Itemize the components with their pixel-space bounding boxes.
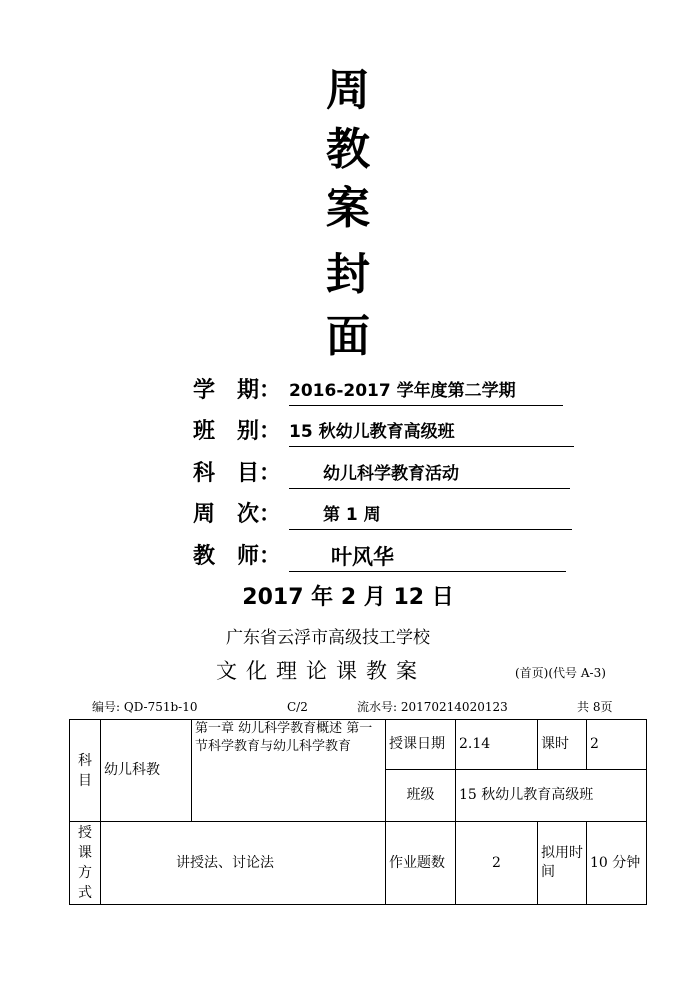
method-label-char-3: 方 bbox=[78, 865, 92, 881]
cover-title-char-2: 教 bbox=[326, 124, 370, 175]
field-label-week: 周 次： bbox=[193, 502, 282, 527]
subject-value-cell bbox=[101, 720, 192, 822]
doc-pages: 共 8页 bbox=[577, 700, 613, 714]
subject-label-char-2: 目 bbox=[78, 772, 92, 789]
subject-label-cell bbox=[70, 720, 101, 822]
homework-label-cell bbox=[386, 822, 456, 905]
field-label-teacher: 教 师： bbox=[193, 544, 282, 569]
field-value-semester: 2016-2017 学年度第二学期 bbox=[289, 375, 563, 406]
cover-date: 2017 年 2 月 12 日 bbox=[242, 585, 454, 610]
cover-title-char-4: 封 bbox=[326, 249, 370, 300]
lesson-plan-title: 文化理论课教案 bbox=[216, 659, 426, 683]
field-value-teacher: 叶风华 bbox=[289, 541, 566, 572]
class-label-cell bbox=[386, 770, 456, 822]
subject-label-char-1: 科 bbox=[78, 752, 92, 769]
lesson-table bbox=[69, 719, 647, 905]
doc-serial: 流水号: 20170214020123 bbox=[357, 700, 508, 714]
topic-cell bbox=[192, 720, 386, 822]
field-label-semester: 学 期： bbox=[193, 378, 282, 403]
field-value-class: 15 秋幼儿教育高级班 bbox=[289, 416, 574, 447]
homework-value-cell bbox=[456, 822, 538, 905]
field-label-subject: 科 目： bbox=[193, 461, 282, 486]
hours-value-cell bbox=[587, 720, 647, 770]
method-label-cell bbox=[70, 822, 101, 905]
planned-label: 拟用时间 bbox=[541, 845, 583, 880]
cover-title-char-3: 案 bbox=[326, 183, 370, 234]
hours-label: 课时 bbox=[541, 736, 569, 752]
planned-label-cell bbox=[538, 822, 587, 905]
planned-value: 10 分钟 bbox=[590, 854, 641, 871]
class-label: 班级 bbox=[406, 787, 435, 803]
method-value-cell bbox=[101, 822, 386, 905]
planned-value-cell bbox=[587, 822, 647, 905]
date-label: 授课日期 bbox=[389, 736, 445, 752]
lesson-plan-code: (首页)(代号 A-3) bbox=[515, 666, 606, 680]
field-value-week: 第 1 周 bbox=[289, 499, 572, 530]
hours-value: 2 bbox=[590, 736, 599, 752]
doc-version: C/2 bbox=[287, 700, 308, 714]
cover-title-char-5: 面 bbox=[326, 311, 370, 362]
homework-label: 作业题数 bbox=[389, 854, 445, 871]
method-label-char-2: 课 bbox=[78, 845, 92, 861]
homework-value: 2 bbox=[492, 854, 501, 871]
subject-value: 幼儿科教 bbox=[104, 762, 160, 778]
class-value-cell bbox=[456, 770, 647, 822]
date-value-cell bbox=[456, 720, 538, 770]
method-value: 讲授法、讨论法 bbox=[176, 854, 274, 871]
field-label-class: 班 别： bbox=[193, 419, 282, 444]
method-label-char-4: 式 bbox=[78, 885, 92, 901]
cover-title-char-1: 周 bbox=[326, 65, 370, 116]
method-label-char-1: 授 bbox=[78, 825, 92, 841]
school-name: 广东省云浮市高级技工学校 bbox=[226, 628, 430, 648]
date-label-cell bbox=[386, 720, 456, 770]
class-value: 15 秋幼儿教育高级班 bbox=[459, 787, 594, 803]
hours-label-cell bbox=[538, 720, 587, 770]
doc-number: 编号: QD-751b-10 bbox=[92, 700, 198, 714]
date-value: 2.14 bbox=[459, 736, 491, 752]
topic-text: 第一章 幼儿科学教育概述 第一节科学教育与幼儿科学教育 bbox=[195, 721, 373, 754]
field-value-subject: 幼儿科学教育活动 bbox=[289, 458, 570, 489]
